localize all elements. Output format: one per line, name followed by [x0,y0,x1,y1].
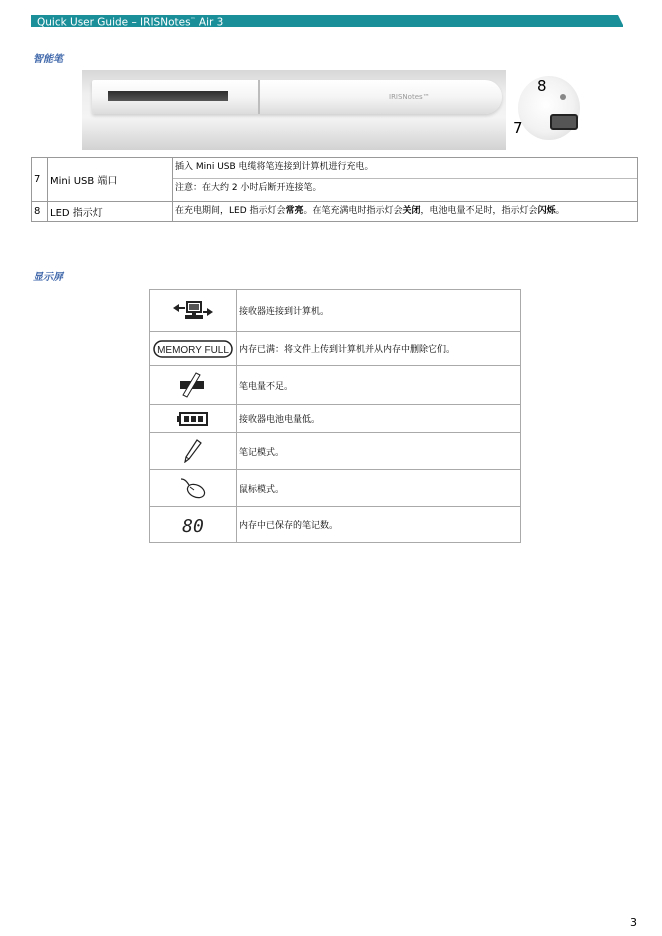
table-row [150,366,521,405]
note-count-icon [178,515,208,535]
part-description [173,202,638,222]
pen-mode-icon [183,439,203,463]
icon-cell [150,470,237,507]
pen-photo [82,70,588,150]
pen-body [92,80,502,114]
icon-cell [150,290,237,332]
table-row [150,290,521,332]
icon-description: 鼠标模式。 [237,470,521,507]
icon-description: 内存已满：将文件上传到计算机并从内存中删除它们。 [237,332,521,366]
document-title [37,14,223,30]
icon-description: 接收器电池电量低。 [237,405,521,433]
icon-description: 接收器连接到计算机。 [237,290,521,332]
table-row [150,332,521,366]
pen-brand-label: IRISNotes™ [389,93,430,101]
description-bold: 关闭 [402,205,421,216]
trademark-sign: ™ [190,17,196,23]
note-count-digits: 80 [182,515,204,535]
icon-description: 笔电量不足。 [237,366,521,405]
memory-full-label: MEMORY FULL [157,344,229,356]
parts-table [31,157,638,222]
table-row [150,405,521,433]
icon-cell [150,405,237,433]
table-row [150,507,521,543]
table-row [150,470,521,507]
part-description [173,158,638,202]
mouse-mode-icon [179,477,207,499]
icon-cell [150,332,237,366]
mini-usb-port [550,114,578,130]
pen-seam [258,80,260,114]
part-name: LED 指示灯 [48,202,173,222]
icon-cell [150,433,237,470]
pen-window [108,91,228,101]
display-icons-table [149,289,521,543]
description-text: 在充电期间，LED 指示灯会 [175,205,286,216]
receiver-battery-low-icon [177,412,209,426]
icon-description: 笔记模式。 [237,433,521,470]
page-number: 3 [630,916,637,929]
icon-description: 内存中已保存的笔记数。 [237,507,521,543]
callout-8: 8 [537,77,547,95]
icon-cell [150,366,237,405]
description-bold: 常亮 [285,205,304,216]
part-number: 8 [32,202,48,222]
description-text: 。 [555,205,565,216]
memory-full-icon [153,340,233,358]
table-row [32,202,638,222]
description-bold: 闪烁 [537,205,556,216]
callout-7: 7 [513,119,523,137]
table-row [150,433,521,470]
section-heading-display: 显示屏 [33,272,63,283]
icon-cell [150,507,237,543]
pen-end-closeup [506,70,588,150]
table-row [32,158,638,202]
description-text: ，电池电量不足时，指示灯会 [420,205,538,216]
pen-end-disc [518,76,580,140]
title-prefix: Quick User Guide – IRISNotes [37,16,191,29]
section-heading-pen: 智能笔 [33,54,63,65]
receiver-connected-icon [169,299,217,323]
led-indicator [560,94,566,100]
part-name: Mini USB 端口 [48,158,173,202]
description-text: 。在笔充满电时指示灯会 [303,205,403,216]
title-suffix: Air 3 [195,16,224,29]
description-line: 插入 Mini USB 电缆将笔连接到计算机进行充电。 [175,162,374,172]
pen-battery-low-icon [178,372,208,398]
description-note: 注意：在大约 2 小时后断开连接笔。 [173,178,637,199]
part-number: 7 [32,158,48,202]
